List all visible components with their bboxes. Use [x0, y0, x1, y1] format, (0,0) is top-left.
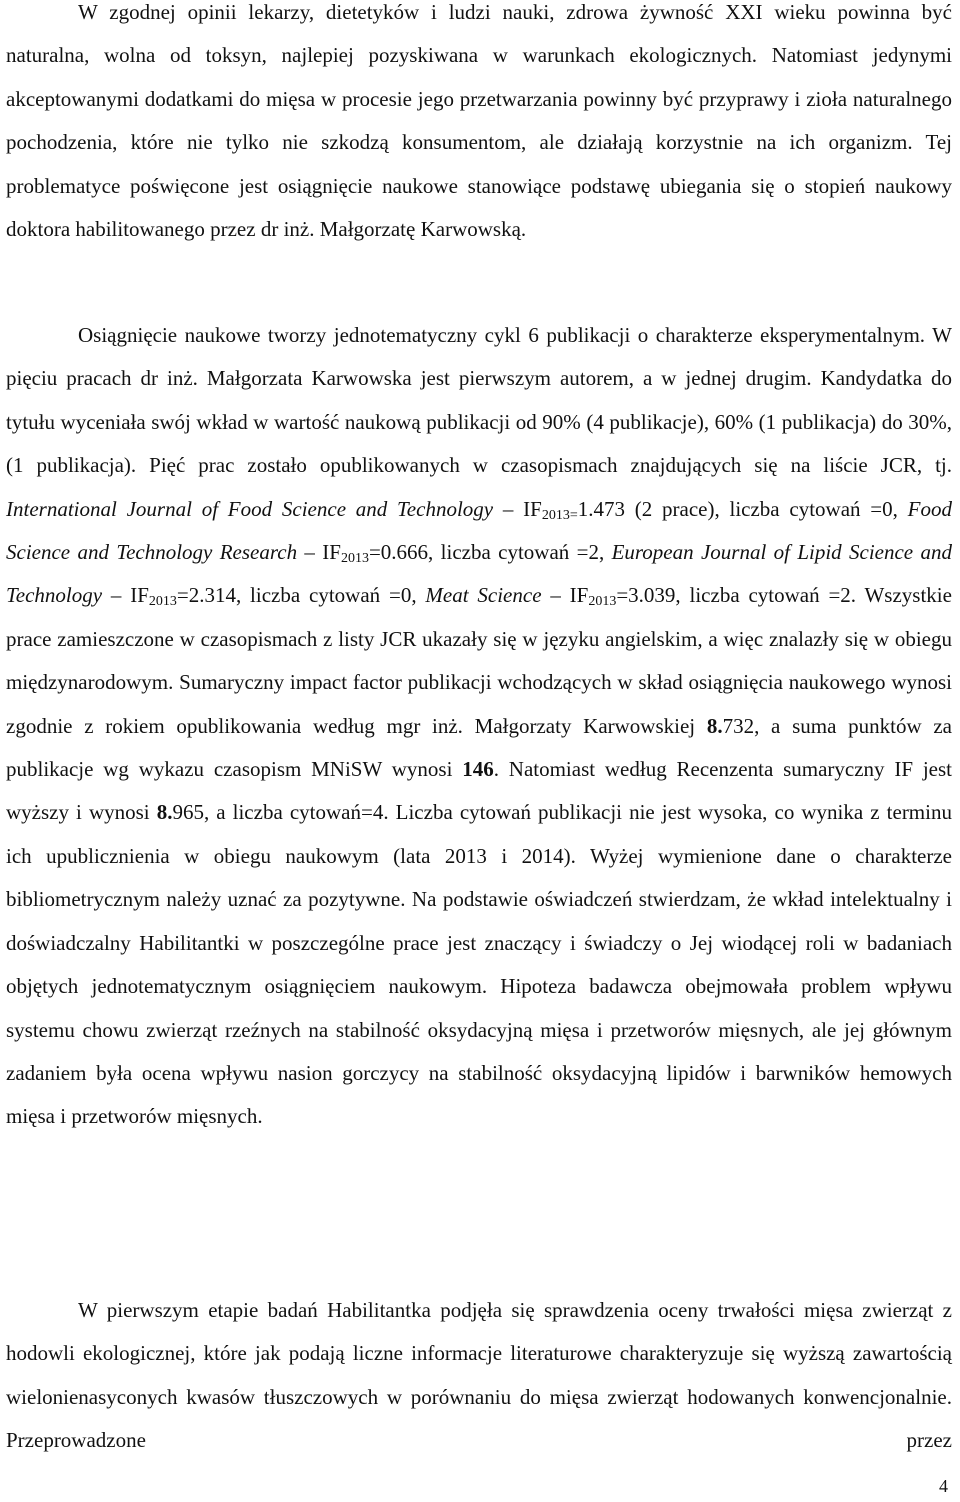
text-impact-summary: =3.039, liczba cytowań =2. Wszystkie prace zamieszczone w czasopismach z listy JCR ukazały się w języku angielskim, a więc znalazły się w obiegu międzynarodowym. Sumaryczny impact factor publikacji wchodzących w skład osiągnięcia naukowego wynosi zgodnie z rokiem opublikowania według mgr inż. Małgorzaty Karwowskiej [6, 583, 952, 738]
text-if-4: – IF [541, 583, 589, 608]
journal-name-2: Food Science and Technology Research [6, 496, 952, 565]
paragraph-achievement [6, 314, 952, 1139]
journal-name-3: European Journal of Lipid Science and Technology [6, 540, 952, 608]
paragraph-intro [6, 0, 952, 251]
text-evaluation: 965, a liczba cytowań=4. Liczba cytowań publikacji nie jest wysoka, co wynika z terminu ich upublicznienia w obiegu naukowym (lata 2013 i 2014). Wyżej wymienione dane o charakterze bibliometrycznym należy uznać za pozytywne. Na podstawie oświadczeń stwierdzam, że wkład intelektualny i doświadczalny Habilitantki w poszczególne prace jest znaczący i świadczy o Jej wiodącej roli w badaniach objętych jednotematycznym osiągnięciem naukowym. Hipoteza badawcza obejmowała problem wpływu systemu chowu zwierząt rzeźnych na stabilność oksydacyjną mięsa i przetworów mięsnych, ale jej głównym zadaniem była ocena wpływu nasion gorczycy na stabilność oksydacyjną lipidów i barwników hemowych mięsa i przetworów mięsnych. [6, 800, 952, 1129]
page-number: 4 [939, 1476, 948, 1496]
text-if-value-3: =2.314, liczba cytowań =0, [176, 583, 426, 608]
text-reviewer-if: . Natomiast według Recenzenta sumaryczny IF jest wyższy i wynosi [6, 757, 952, 825]
text-if-3: – IF [102, 583, 149, 608]
text-if-value-2: =0.666, liczba cytowań =2, [368, 540, 612, 565]
paragraph-first-stage-text: W pierwszym etapie badań Habilitantka podjęła się sprawdzenia oceny trwałości mięsa zwierząt z hodowli ekologicznej, które jak podają liczne informacje literaturowe charakteryzuje się wyższą zawartością wielonienasyconych kwasów tłuszczowych w porównaniu do mięsa zwierząt hodowanych konwencjonalnie. Przeprowadzone przez [6, 1298, 952, 1453]
subscript-year-1: 2013= [541, 507, 578, 523]
text-points-summary: 732, a suma punktów za publikacje wg wykazu czasopism MNiSW wynosi [6, 713, 952, 782]
bold-impact-factor-author: 8. [706, 713, 723, 738]
subscript-year-4: 2013 [588, 594, 617, 610]
text-if-2: – IF [297, 540, 341, 565]
paragraph-intro-text: W zgodnej opinii lekarzy, dietetyków i ludzi nauki, zdrowa żywność XXI wieku powinna być naturalna, wolna od toksyn, najlepiej pozyskiwana w warunkach ekologicznych. Natomiast jedynymi akceptowanymi dodatkami do mięsa w procesie jego przetwarzania powinny być przyprawy i zioła naturalnego pochodzenia, które nie tylko nie szkodzą konsumentom, ale działają korzystnie na ich organizm. Tej problematyce poświęcone jest osiągnięcie naukowe stanowiące podstawę ubiegania się o stopień naukowy doktora habilitowanego przez dr inż. Małgorzatę Karwowską. [6, 0, 952, 242]
bold-points-total: 146 [462, 757, 494, 782]
journal-name-1: International Journal of Food Science and Technology [6, 496, 494, 521]
bold-impact-factor-reviewer: 8. [156, 800, 173, 825]
text-if-1: – IF [493, 496, 542, 521]
subscript-year-3: 2013 [148, 594, 177, 610]
subscript-year-2: 2013 [340, 551, 369, 567]
paragraph-first-stage [6, 1289, 952, 1463]
journal-name-4: Meat Science [425, 583, 542, 608]
text-if-value-1: 1.473 (2 prace), liczba cytowań =0, [577, 496, 908, 521]
paragraph-achievement-text-1: Osiągnięcie naukowe tworzy jednotematyczny cykl 6 publikacji o charakterze eksperymentalnym. W pięciu pracach dr inż. Małgorzata Karwowska jest pierwszym autorem, a w jednej drugim. Kandydatka do tytułu wyceniała swój wkład w wartość naukową publikacji od 90% (4 publikacje), 60% (1 publikacja) do 30%, (1 publikacja). Pięć prac zostało opublikowanych w czasopismach znajdujących się na liście JCR, tj. [6, 323, 952, 478]
document-page [6, 0, 952, 1502]
